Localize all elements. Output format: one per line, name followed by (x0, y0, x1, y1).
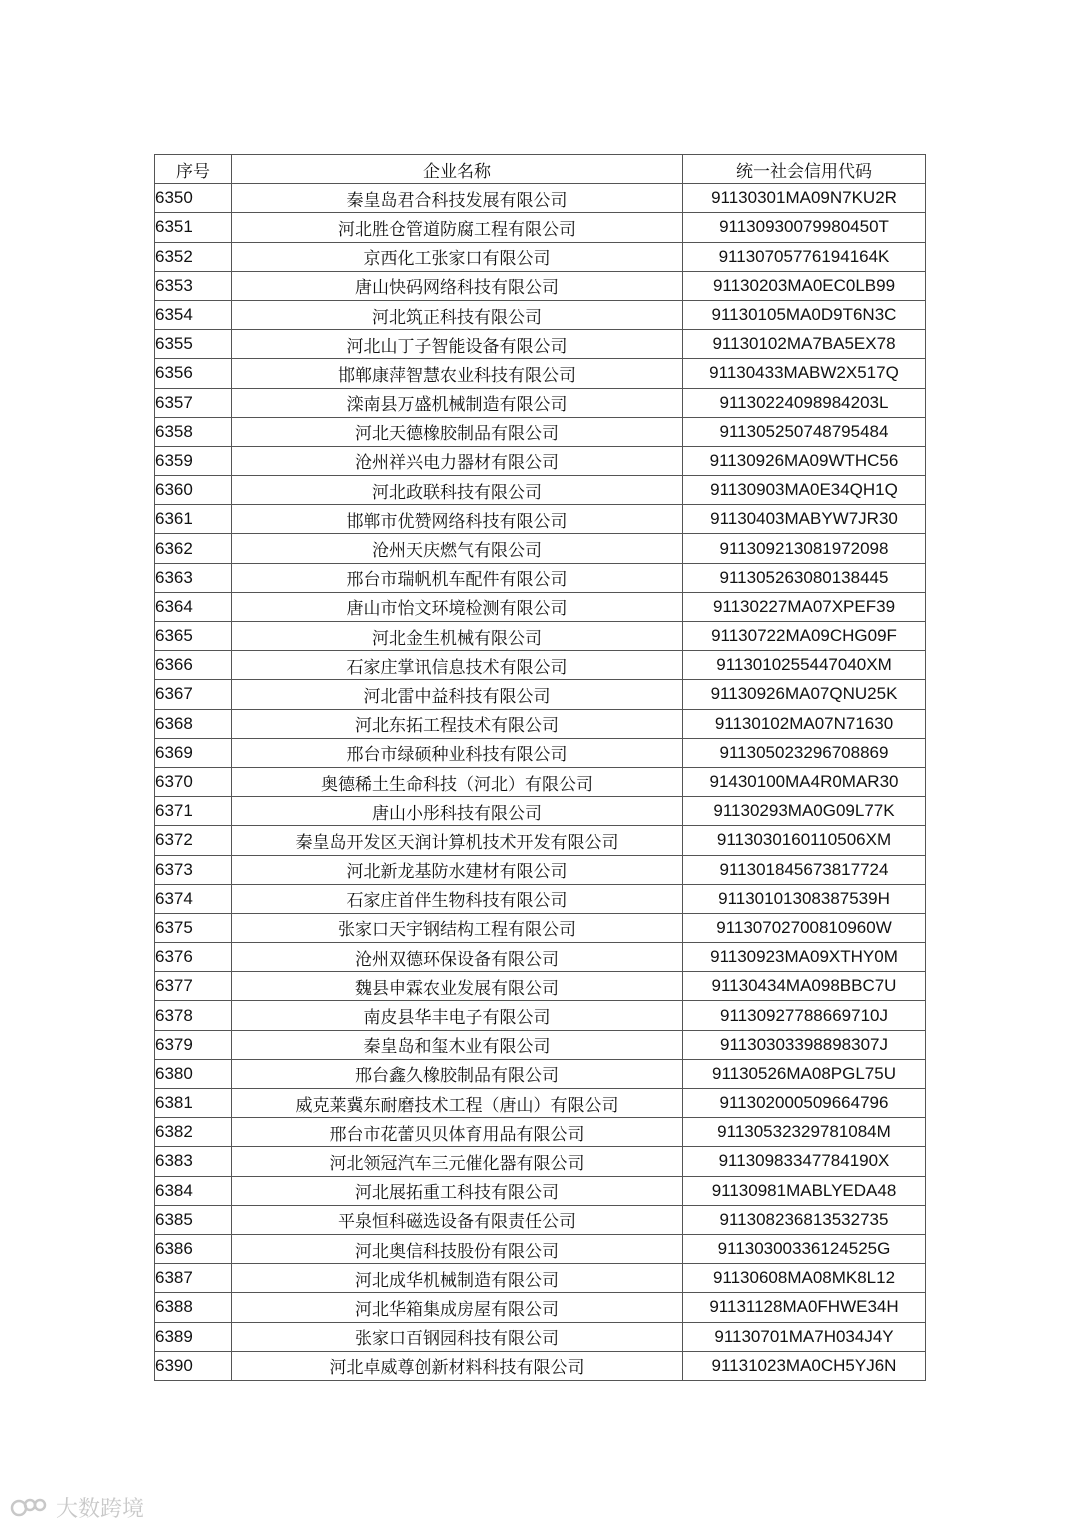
watermark (10, 1492, 144, 1522)
row-credit-code: 91130102554470​40XM (683, 651, 926, 680)
row-credit-code: 91131128MA0FHWE34H (683, 1293, 926, 1322)
row-company-name: 石家庄掌讯信息技术有限公司 (232, 651, 683, 680)
row-credit-code: 91130102MA07N71630 (683, 709, 926, 738)
row-credit-code: 91130608MA08MK8L12 (683, 1264, 926, 1293)
table-row (155, 972, 926, 1001)
header-company-name: 企业名称 (232, 155, 683, 184)
row-seq: 6376 (155, 943, 232, 972)
table-row (155, 1118, 926, 1147)
table-row (155, 271, 926, 300)
row-company-name: 河北卓威尊创新材料科技有限公司 (232, 1351, 683, 1380)
row-seq: 6353 (155, 271, 232, 300)
row-seq: 6371 (155, 797, 232, 826)
row-company-name: 河北胜仓管道防腐工程有限公司 (232, 213, 683, 242)
row-company-name: 邢台市花蕾贝贝体育用品有限公司 (232, 1118, 683, 1147)
row-credit-code: 91130722MA09CHG09F (683, 622, 926, 651)
table-row (155, 913, 926, 942)
row-company-name: 河北政联科技有限公司 (232, 476, 683, 505)
row-seq: 6385 (155, 1205, 232, 1234)
row-company-name: 秦皇岛开发区天润计算机技术开发有限公司 (232, 826, 683, 855)
row-seq: 6352 (155, 242, 232, 271)
row-seq: 6384 (155, 1176, 232, 1205)
row-company-name: 沧州祥兴电力器材有限公司 (232, 446, 683, 475)
row-company-name: 南皮县华丰电子有限公司 (232, 1001, 683, 1030)
table-row (155, 709, 926, 738)
table-row (155, 330, 926, 359)
row-seq: 6381 (155, 1089, 232, 1118)
row-company-name: 河北领冠汽车三元催化器有限公司 (232, 1147, 683, 1176)
row-credit-code: 91130705776194164K (683, 242, 926, 271)
table-row (155, 213, 926, 242)
row-company-name: 秦皇岛君合科技发展有限公司 (232, 184, 683, 213)
row-seq: 6372 (155, 826, 232, 855)
table-row (155, 1234, 926, 1263)
table-row (155, 1059, 926, 1088)
row-seq: 6367 (155, 680, 232, 709)
row-company-name: 河北华箱集成房屋有限公司 (232, 1293, 683, 1322)
row-credit-code: 91130981MABLYEDA48 (683, 1176, 926, 1205)
table-row (155, 563, 926, 592)
row-credit-code: 91130227MA07XPEF39 (683, 592, 926, 621)
row-company-name: 河北筑正科技有限公司 (232, 300, 683, 329)
row-credit-code: 9113030160110506XM (683, 826, 926, 855)
row-seq: 6383 (155, 1147, 232, 1176)
company-table (154, 154, 926, 1381)
header-seq: 序号 (155, 155, 232, 184)
table-row (155, 359, 926, 388)
row-seq: 6355 (155, 330, 232, 359)
row-company-name: 河北东拓工程技术有限公司 (232, 709, 683, 738)
row-company-name: 邢台市瑞帆机车配件有限公司 (232, 563, 683, 592)
row-seq: 6388 (155, 1293, 232, 1322)
row-company-name: 邢台市绿硕种业科技有限公司 (232, 738, 683, 767)
row-company-name: 沧州天庆燃气有限公司 (232, 534, 683, 563)
row-credit-code: 91130403MABYW7JR30 (683, 505, 926, 534)
table-row (155, 855, 926, 884)
row-seq: 6390 (155, 1351, 232, 1380)
row-credit-code: 911305263080138445 (683, 563, 926, 592)
row-credit-code: 91130525074879548​4 (683, 417, 926, 446)
row-company-name: 邯郸康萍智慧农业科技有限公司 (232, 359, 683, 388)
table-row (155, 446, 926, 475)
row-credit-code: 91130101308387539H (683, 884, 926, 913)
row-company-name: 河北山丁子智能设备有限公司 (232, 330, 683, 359)
table-row (155, 1293, 926, 1322)
row-seq: 6364 (155, 592, 232, 621)
table-row (155, 534, 926, 563)
row-credit-code: 91130300336124525G (683, 1234, 926, 1263)
row-seq: 6360 (155, 476, 232, 505)
table-row (155, 826, 926, 855)
row-company-name: 平泉恒科磁选设备有限责任公司 (232, 1205, 683, 1234)
table-row (155, 1205, 926, 1234)
row-company-name: 奥德稀土生命科技（河北）有限公司 (232, 767, 683, 796)
row-credit-code: 911302000509664796 (683, 1089, 926, 1118)
table-row (155, 592, 926, 621)
table-row (155, 622, 926, 651)
row-seq: 6370 (155, 767, 232, 796)
row-seq: 6386 (155, 1234, 232, 1263)
table-row (155, 1147, 926, 1176)
row-company-name: 张家口天宇钢结构工程有限公司 (232, 913, 683, 942)
table-row (155, 1089, 926, 1118)
row-credit-code: 91130923MA09XTHY0M (683, 943, 926, 972)
table-row (155, 767, 926, 796)
row-credit-code: 91130203MA0EC0LB99 (683, 271, 926, 300)
row-credit-code: 91130926MA09WTHC56 (683, 446, 926, 475)
row-company-name: 邯郸市优赞网络科技有限公司 (232, 505, 683, 534)
row-credit-code: 91130983347784190X (683, 1147, 926, 1176)
row-credit-code: 91130702700810960W (683, 913, 926, 942)
row-company-name: 河北雷中益科技有限公司 (232, 680, 683, 709)
row-credit-code: 911308236813532735 (683, 1205, 926, 1234)
row-company-name: 河北成华机械制造有限公司 (232, 1264, 683, 1293)
table-row (155, 738, 926, 767)
header-credit-code: 统一社会信用代码 (683, 155, 926, 184)
table-row (155, 505, 926, 534)
row-credit-code: 91130532329781084M (683, 1118, 926, 1147)
row-credit-code: 91130293MA0G09L77K (683, 797, 926, 826)
table-row (155, 1176, 926, 1205)
row-company-name: 河北奥信科技股份有限公司 (232, 1234, 683, 1263)
row-seq: 6366 (155, 651, 232, 680)
row-seq: 6358 (155, 417, 232, 446)
row-seq: 6369 (155, 738, 232, 767)
table-row (155, 1264, 926, 1293)
row-company-name: 唐山快码网络科技有限公司 (232, 271, 683, 300)
row-company-name: 威克莱冀东耐磨技术工程（唐山）有限公司 (232, 1089, 683, 1118)
table-row (155, 300, 926, 329)
row-seq: 6373 (155, 855, 232, 884)
row-company-name: 秦皇岛和玺木业有限公司 (232, 1030, 683, 1059)
row-seq: 6365 (155, 622, 232, 651)
row-company-name: 河北新龙基防水建材有限公司 (232, 855, 683, 884)
row-company-name: 石家庄首伴生物科技有限公司 (232, 884, 683, 913)
row-seq: 6374 (155, 884, 232, 913)
row-company-name: 京西化工张家口有限公司 (232, 242, 683, 271)
row-company-name: 唐山小彤科技有限公司 (232, 797, 683, 826)
row-credit-code: 91130701MA7H034J4Y (683, 1322, 926, 1351)
row-seq: 6354 (155, 300, 232, 329)
row-company-name: 唐山市怡文环境检测有限公司 (232, 592, 683, 621)
row-credit-code: 91130903MA0E34QH1Q (683, 476, 926, 505)
row-seq: 6378 (155, 1001, 232, 1030)
row-seq: 6368 (155, 709, 232, 738)
row-company-name: 张家口百钢园科技有限公司 (232, 1322, 683, 1351)
row-credit-code: 91130224098984203L (683, 388, 926, 417)
row-credit-code: 91130102MA7BA5EX78 (683, 330, 926, 359)
row-company-name: 沧州双德环保设备有限公司 (232, 943, 683, 972)
table-row (155, 884, 926, 913)
row-credit-code: 91130526MA08PGL75U (683, 1059, 926, 1088)
table-row (155, 1001, 926, 1030)
table-header-row (155, 155, 926, 184)
row-seq: 6359 (155, 446, 232, 475)
row-seq: 6363 (155, 563, 232, 592)
table-row (155, 1351, 926, 1380)
row-company-name: 河北展拓重工科技有限公司 (232, 1176, 683, 1205)
row-company-name: 滦南县万盛机械制造有限公司 (232, 388, 683, 417)
row-credit-code: 91130433MABW2X517Q (683, 359, 926, 388)
row-credit-code: 911305023296708869 (683, 738, 926, 767)
row-seq: 6362 (155, 534, 232, 563)
row-credit-code: 91131023MA0CH5YJ6N (683, 1351, 926, 1380)
row-company-name: 河北天德橡胶制品有限公司 (232, 417, 683, 446)
row-credit-code: 91130926MA07QNU25K (683, 680, 926, 709)
row-seq: 6375 (155, 913, 232, 942)
row-credit-code: 91130927788669710J (683, 1001, 926, 1030)
row-seq: 6350 (155, 184, 232, 213)
row-seq: 6382 (155, 1118, 232, 1147)
row-seq: 6387 (155, 1264, 232, 1293)
row-company-name: 邢台鑫久橡胶制品有限公司 (232, 1059, 683, 1088)
row-company-name: 河北金生机械有限公司 (232, 622, 683, 651)
row-credit-code: 91130930079980450T (683, 213, 926, 242)
table-row (155, 388, 926, 417)
watermark-text: 大数跨境 (56, 1496, 145, 1522)
row-seq: 6357 (155, 388, 232, 417)
row-seq: 6356 (155, 359, 232, 388)
row-seq: 6361 (155, 505, 232, 534)
row-seq: 6379 (155, 1030, 232, 1059)
table-row (155, 417, 926, 446)
table-row (155, 1030, 926, 1059)
row-credit-code: 91130303398898307J (683, 1030, 926, 1059)
row-company-name: 魏县申霖农业发展有限公司 (232, 972, 683, 1001)
table-row (155, 680, 926, 709)
row-credit-code: 91430100MA4R0MAR30 (683, 767, 926, 796)
row-credit-code: 91130301MA09N7KU2R (683, 184, 926, 213)
table-row (155, 184, 926, 213)
table-row (155, 1322, 926, 1351)
row-credit-code: 91130105MA0D9T6N3C (683, 300, 926, 329)
row-seq: 6377 (155, 972, 232, 1001)
row-seq: 6380 (155, 1059, 232, 1088)
table-body (155, 184, 926, 1381)
row-credit-code: 91130434MA098BBC7U (683, 972, 926, 1001)
row-credit-code: 911309213081972098 (683, 534, 926, 563)
table-row (155, 943, 926, 972)
row-seq: 6389 (155, 1322, 232, 1351)
row-credit-code: 911301845673817724 (683, 855, 926, 884)
table-row (155, 651, 926, 680)
row-seq: 6351 (155, 213, 232, 242)
table-row (155, 242, 926, 271)
brand-logo-icon (10, 1494, 50, 1520)
table-row (155, 797, 926, 826)
table-row (155, 476, 926, 505)
